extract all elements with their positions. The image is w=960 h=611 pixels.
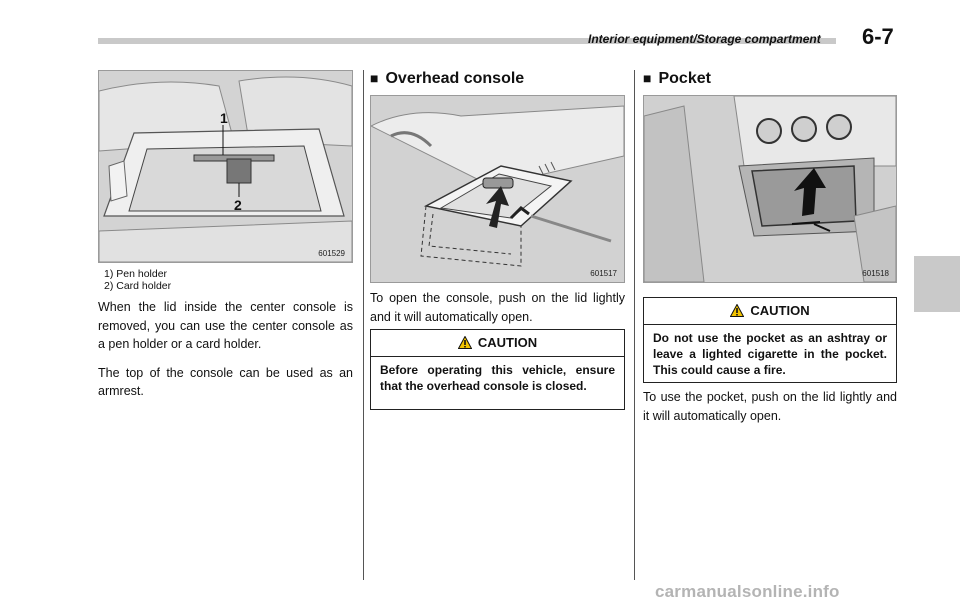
overhead-console-heading: ■ Overhead console (370, 70, 525, 87)
left-body-text (98, 298, 353, 411)
legend-item: 1) Pen holder (104, 268, 168, 280)
section-title: Interior equipment/Storage compartment (588, 32, 821, 46)
overhead-console-figure (370, 95, 625, 283)
pocket-heading: ■ Pocket (643, 70, 711, 87)
chapter-tab (914, 256, 960, 312)
caution-header: CAUTION (644, 298, 896, 325)
caution-box (370, 329, 625, 410)
legend-item: 2) Card holder (104, 280, 172, 292)
center-console-illustration (99, 71, 352, 262)
paragraph: To use the pocket, push on the lid lightly and it will automatically open. (643, 390, 897, 423)
caution-box (643, 297, 897, 383)
figure-code: 601518 (862, 269, 889, 278)
caution-text: Do not use the pocket as an ashtray or leave a lighted cigarette in the pocket. This could cause a fire. (653, 331, 887, 377)
center-console-figure (98, 70, 353, 263)
figure-code: 601517 (590, 269, 617, 278)
heading-marker-icon: ■ (370, 70, 379, 86)
column-divider-right (634, 70, 635, 580)
warning-icon (730, 304, 744, 317)
column-divider-left (363, 70, 364, 580)
page-number: 6-7 (862, 24, 894, 49)
caution-text: Before operating this vehicle, ensure that the overhead console is closed. (380, 363, 615, 393)
paragraph: When the lid inside the center console is removed, you can use the center console as a pen holder or a card holder. (98, 300, 353, 351)
watermark: carmanualsonline.info (655, 582, 840, 601)
callout-2: 2 (234, 197, 242, 213)
callout-1: 1 (220, 110, 228, 126)
figure-legend (104, 268, 171, 292)
paragraph: The top of the console can be used as an armrest. (98, 365, 353, 398)
warning-icon (458, 336, 472, 349)
pocket-figure (643, 95, 897, 283)
pocket-illustration (644, 96, 896, 282)
caution-header: CAUTION (371, 330, 624, 357)
paragraph: To open the console, push on the lid lightly and it will automatically open. (370, 291, 625, 324)
pocket-text (643, 388, 897, 435)
overhead-console-illustration (371, 96, 624, 282)
figure-code: 601529 (318, 249, 345, 258)
heading-marker-icon: ■ (643, 70, 652, 86)
